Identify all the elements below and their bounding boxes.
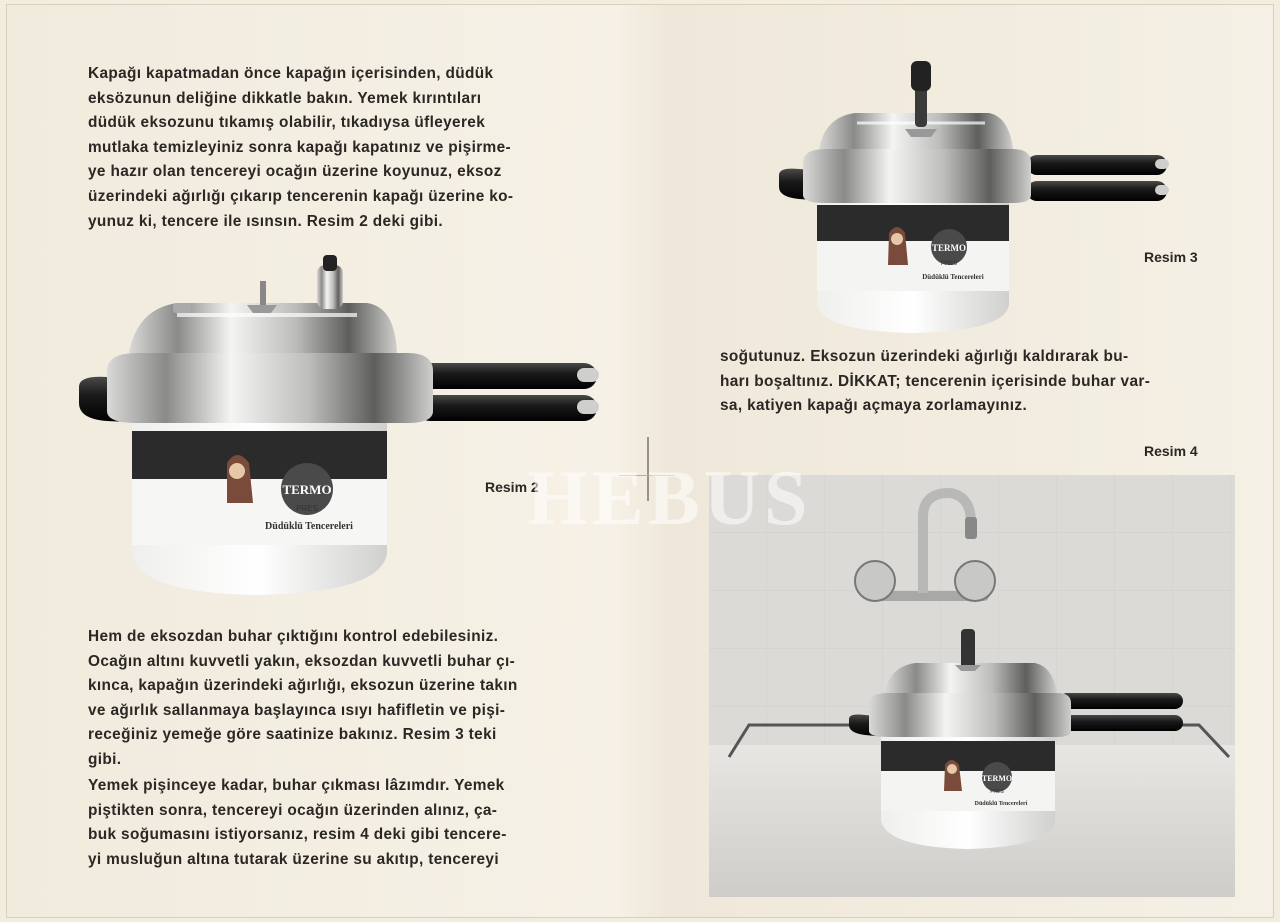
brand-label-4: TERMO bbox=[981, 774, 1013, 783]
pres-label-2: PRES bbox=[296, 504, 318, 513]
brand-label-2: TERMO bbox=[282, 482, 332, 497]
pres-label-4: PRES bbox=[990, 789, 1004, 795]
photo-resim-3-pressure-cooker bbox=[777, 55, 1177, 337]
caption-resim-2: Resim 2 bbox=[485, 479, 539, 495]
pres-label-3: PRES bbox=[940, 261, 958, 267]
instruction-paragraph-1: Kapağı kapatmadan önce kapağın içerisinden, düdük eksözunun deliğine dikkatle bakın. Yemek kırıntıları düdük eksozunu tıkamış olabilir, tıkadıysa üfleyerek mutlaka temizleyiniz sonra kapağı kapatınız ve pişirme- ye hazır olan tencereyi ocağın üzerine koyunuz, eksoz üzerindeki ağırlığı çıkarıp tencerenin kapağı üzerine ko- yunuz ki, tencere ile ısınsın. Resim 2 deki gibi. bbox=[88, 65, 514, 230]
cooker-resim-3 bbox=[779, 61, 1169, 333]
photo-resim-2-pressure-cooker bbox=[77, 253, 607, 603]
product-label-4: Düdüklü Tencereleri bbox=[974, 801, 1028, 807]
booklet-spread bbox=[6, 4, 1274, 918]
product-label-2: Düdüklü Tencereleri bbox=[265, 521, 353, 532]
caption-resim-4: Resim 4 bbox=[1144, 443, 1198, 459]
product-label-3: Düdüklü Tencereleri bbox=[922, 273, 984, 281]
hebus-watermark: HEBUS bbox=[527, 454, 812, 541]
brand-label-3: TERMO bbox=[931, 243, 967, 253]
instruction-paragraph-4: soğutunuz. Eksozun üzerindeki ağırlığı kaldırarak bu- harı boşaltınız. DİKKAT; tencerenin içerisinde buhar var- sa, katiyen kapağı açmaya zorlamayınız. bbox=[720, 348, 1151, 415]
instruction-paragraph-2: Hem de eksozdan buhar çıktığını kontrol edebilesiniz. Ocağın altını kuvvetli yakın, eksozdan kuvvetli buhar çı- kınca, kapağın üzerindeki ağırlığı, eksozun üzerine takın ve ağırlık sallanmaya başlayınca ısıyı hafifletin ve pişi- receğiniz yemeğe göre saatinize bakınız. Resim 3 teki gibi. bbox=[88, 628, 518, 768]
caption-resim-3: Resim 3 bbox=[1144, 249, 1198, 265]
cooker-resim-2 bbox=[79, 255, 599, 595]
instruction-paragraph-3: Yemek pişinceye kadar, buhar çıkması lâzımdır. Yemek piştikten sonra, tencereyi ocağın üzerinden alınız, ça- buk soğumasını istiyorsanız, resim 4 deki gibi tencere- yi musluğun altına tutarak üzerine su akıtıp, tencereyi bbox=[88, 777, 507, 868]
